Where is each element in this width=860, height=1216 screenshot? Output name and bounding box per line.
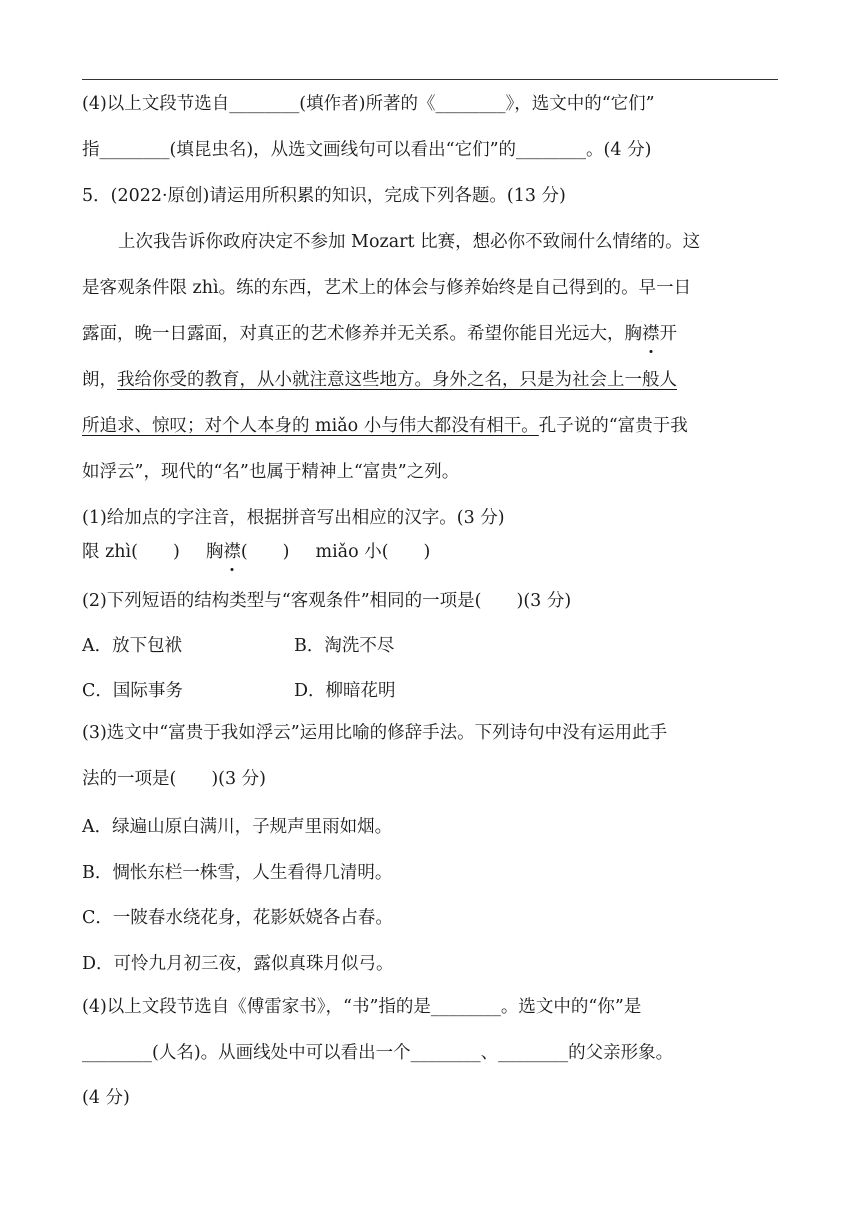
dotted-char-jin: 襟	[642, 324, 660, 344]
sub3-title-line1: (3)选文中“富贵于我如浮云”运用比喻的修辞手法。下列诗句中没有运用此手	[82, 723, 668, 743]
sub4-line3: (4 分)	[82, 1088, 130, 1108]
sub3-option-c: C．一陂春水绕花身，花影妖娆各占春。	[82, 908, 393, 928]
sub4-line1: (4)以上文段节选自《傅雷家书》，“书”指的是________。选文中的“你”是	[82, 997, 642, 1017]
sub3-option-a: A．绿遍山原白满川，子规声里雨如烟。	[82, 817, 393, 837]
passage-line4-start: 朗，	[82, 370, 117, 390]
sub3-option-d: D．可怜九月初三夜，露似真珠月似弓。	[82, 954, 394, 974]
passage-line6: 如浮云”，现代的“名”也属于精神上“富贵”之列。	[82, 462, 460, 482]
header-rule	[82, 79, 778, 80]
underlined-sentence-part2: 所追求、惊叹；对个人本身的 miǎo 小与伟大都没有相干。	[82, 416, 539, 436]
sub2-title: (2)下列短语的结构类型与“客观条件”相同的一项是( )(3 分)	[82, 591, 572, 611]
prev-q4-line2: 指________(填昆虫名)，从选文画线句可以看出“它们”的________。(4 分)	[82, 140, 652, 160]
passage-line1: 上次我告诉你政府决定不参加 Mozart 比赛，想必你不致闹什么情绪的。这	[118, 232, 701, 252]
sub1-items	[82, 540, 782, 564]
passage-line2: 是客观条件限 zhì。练的东西，艺术上的体会与修养始终是自己得到的。早一日	[82, 278, 692, 298]
sub3-title-line2: 法的一项是( )(3 分)	[82, 769, 267, 789]
passage-line3-end: 开	[659, 324, 677, 344]
sub4-line2: ________(人名)。从画线处中可以看出一个________、________的父亲形象。	[82, 1043, 674, 1063]
dotted-char-jin-2: 襟	[223, 542, 241, 562]
sub2-option-c: C．国际事务	[82, 681, 183, 701]
underlined-sentence-part1: 我给你受的教育，从小就注意这些地方。身外之名，只是为社会上一般人	[117, 370, 677, 390]
passage-line5	[82, 414, 782, 438]
passage-line4	[82, 368, 782, 392]
sub2-option-d: D．柳暗花明	[294, 681, 396, 701]
sub1-item-zhi: 限 zhì( )	[82, 542, 180, 562]
sub1-item-miao: miǎo 小( )	[315, 542, 431, 562]
sub1-item-xiongjin: 胸襟( )	[205, 542, 290, 562]
passage-line5-end: 孔子说的“富贵于我	[538, 416, 688, 436]
sub3-option-b: B．惆怅东栏一株雪，人生看得几清明。	[82, 863, 393, 883]
q5-header: 5．(2022·原创)请运用所积累的知识，完成下列各题。(13 分)	[82, 186, 566, 206]
sub2-option-a: A．放下包袱	[82, 636, 183, 656]
sub2-option-b: B．淘洗不尽	[294, 636, 395, 656]
passage-line3	[82, 322, 782, 346]
passage-line3-text: 露面，晚一日露面，对真正的艺术修养并无关系。希望你能目光远大，胸	[82, 324, 642, 344]
sub1-title: (1)给加点的字注音，根据拼音写出相应的汉字。(3 分)	[82, 508, 505, 528]
prev-q4-line1: (4)以上文段节选自________(填作者)所著的《________》，选文中的“它们”	[82, 94, 655, 114]
